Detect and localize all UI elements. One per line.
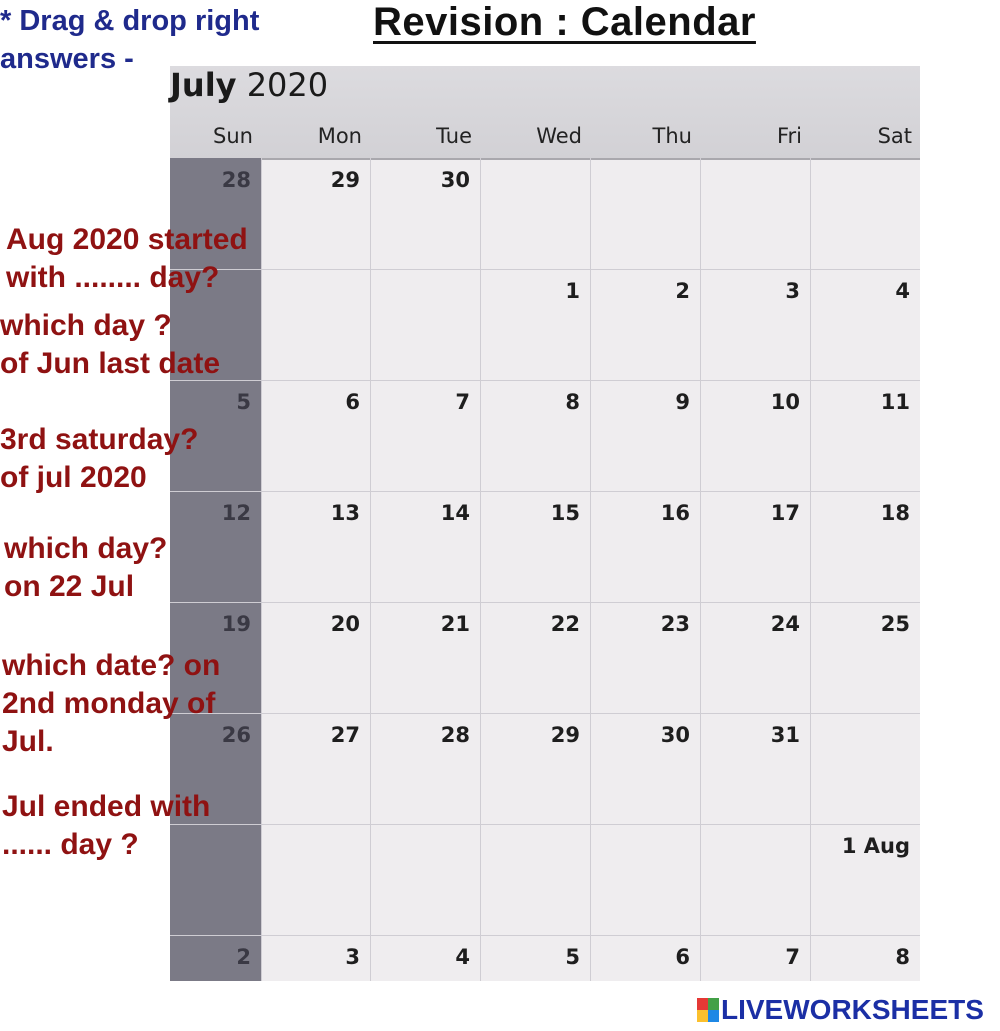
date-cell: 3 — [785, 279, 800, 303]
date-cell: 31 — [770, 723, 800, 747]
date-cell: 16 — [660, 501, 690, 525]
weekday-sun: Sun — [213, 124, 253, 148]
date-cell: 23 — [660, 612, 690, 636]
date-cell: 11 — [880, 390, 910, 414]
grid-column-divider — [370, 158, 371, 981]
date-cell: 28 — [221, 168, 251, 192]
date-cell: 8 — [895, 945, 910, 969]
grid-row-divider — [170, 491, 920, 492]
grid-row-divider — [170, 380, 920, 381]
instruction-text: * Drag & drop right answers - — [0, 5, 260, 75]
date-cell: 7 — [455, 390, 470, 414]
date-cell: 29 — [330, 168, 360, 192]
date-cell: 26 — [221, 723, 251, 747]
date-cell: 28 — [440, 723, 470, 747]
grid-column-divider — [700, 158, 701, 981]
calendar — [170, 66, 920, 981]
grid-column-divider — [480, 158, 481, 981]
date-cell: 14 — [440, 501, 470, 525]
date-cell: 2 — [236, 945, 251, 969]
date-cell: 24 — [770, 612, 800, 636]
weekday-fri: Fri — [776, 124, 802, 148]
date-cell: 1 Aug — [841, 834, 910, 858]
date-cell: 12 — [221, 501, 251, 525]
liveworksheets-icon — [697, 998, 719, 1022]
date-cell: 30 — [440, 168, 470, 192]
date-cell: 6 — [345, 390, 360, 414]
date-cell: 20 — [330, 612, 360, 636]
date-cell: 10 — [770, 390, 800, 414]
date-cell: 6 — [675, 945, 690, 969]
date-cell: 18 — [880, 501, 910, 525]
grid-row-divider — [170, 602, 920, 603]
grid-column-divider — [261, 158, 262, 981]
grid-column-divider — [590, 158, 591, 981]
logo-square — [708, 998, 719, 1010]
date-cell: 21 — [440, 612, 470, 636]
date-cell: 2 — [675, 279, 690, 303]
date-cell: 5 — [565, 945, 580, 969]
grid-row-divider — [170, 269, 920, 270]
logo-square — [697, 1010, 708, 1022]
weekday-thu: Thu — [652, 124, 692, 148]
question-2: which day ? of Jun last date — [0, 309, 221, 380]
grid-row-divider — [170, 935, 920, 936]
date-cell: 13 — [330, 501, 360, 525]
date-cell: 5 — [236, 390, 251, 414]
weekday-tue: Tue — [436, 124, 472, 148]
grid-column-divider — [810, 158, 811, 981]
date-cell: 7 — [785, 945, 800, 969]
date-cell: 9 — [675, 390, 690, 414]
date-cell: 29 — [550, 723, 580, 747]
liveworksheets-logo — [697, 994, 984, 1026]
weekday-sat: Sat — [877, 124, 912, 148]
page-title: Revision : Calendar — [373, 0, 756, 44]
date-cell: 4 — [455, 945, 470, 969]
date-cell: 1 — [565, 279, 580, 303]
question-1: Aug 2020 started with ........ day? — [6, 223, 248, 294]
grid-row-divider — [170, 824, 920, 825]
date-cell: 8 — [565, 390, 580, 414]
date-cell: 17 — [770, 501, 800, 525]
date-cell: 19 — [221, 612, 251, 636]
weekday-row — [170, 124, 920, 154]
question-5: which date? on 2nd monday of Jul. — [2, 649, 221, 758]
date-cell: 22 — [550, 612, 580, 636]
year: 2020 — [246, 66, 329, 104]
date-cell: 30 — [660, 723, 690, 747]
grid-row-divider — [170, 713, 920, 714]
date-cell: 27 — [330, 723, 360, 747]
date-grid — [170, 158, 920, 981]
date-cell: 15 — [550, 501, 580, 525]
question-4: which day? on 22 Jul — [4, 532, 168, 603]
logo-square — [697, 998, 708, 1010]
weekday-mon: Mon — [317, 124, 362, 148]
question-3: 3rd saturday? of jul 2020 — [0, 423, 199, 494]
logo-square — [708, 1010, 719, 1022]
calendar-header — [170, 66, 920, 160]
date-cell: 25 — [880, 612, 910, 636]
brand-name: LIVEWORKSHEETS — [721, 994, 984, 1025]
question-6: Jul ended with ...... day ? — [2, 790, 211, 861]
date-cell: 3 — [345, 945, 360, 969]
weekday-wed: Wed — [536, 124, 582, 148]
month-title — [170, 66, 328, 104]
month-name: July — [170, 66, 237, 104]
date-cell: 4 — [895, 279, 910, 303]
